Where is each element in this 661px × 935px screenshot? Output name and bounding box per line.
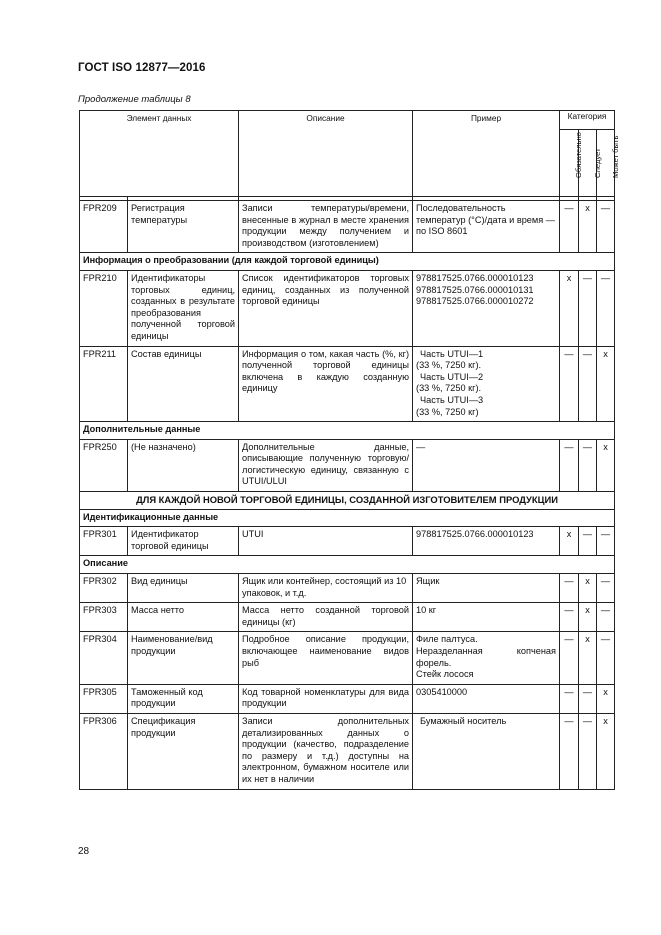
mark-mandatory: —: [560, 713, 579, 789]
mark-should: —: [579, 527, 597, 556]
section-title: Дополнительные данные: [80, 422, 615, 440]
row-description: Записи температуры/времени, внесенные в журнал в месте хранения продукции между получением и производством (изготовлением): [239, 201, 413, 253]
document-title: ГОСТ ISO 12877—2016: [78, 62, 206, 74]
table-row: [80, 527, 615, 556]
mark-mandatory: —: [560, 632, 579, 684]
row-description: UTUI: [239, 527, 413, 556]
row-name: Состав единицы: [128, 346, 239, 422]
header-should: Следует: [592, 148, 602, 179]
mark-mandatory: x: [560, 270, 579, 346]
mark-mandatory: —: [560, 574, 579, 603]
example-line: 978817525.0766.000010272: [416, 296, 534, 307]
header-should-cell: [579, 130, 602, 197]
row-description: Ящик или контейнер, состоящий из 10 упаковок, и т.д.: [239, 574, 413, 603]
row-description: Записи дополнительных детализированных данных о продукции (качество, подразделение по размеру и т.д.) доступны на электронном, бумажном носителе или их нет в наличии: [239, 713, 413, 789]
example-line: Бумажный носитель: [420, 715, 507, 726]
section-row: [80, 422, 615, 440]
mark-should: —: [579, 270, 597, 346]
header-description: Описание: [239, 111, 413, 197]
table-row: [80, 346, 615, 422]
section-row: [80, 492, 615, 510]
section-row: [80, 509, 615, 527]
row-name: Спецификация продукции: [128, 713, 239, 789]
mark-may: —: [597, 527, 615, 556]
table-row: [80, 713, 615, 789]
row-example: [413, 346, 560, 422]
mark-may: x: [597, 346, 615, 422]
row-example: 0305410000: [413, 684, 560, 713]
mark-may: —: [597, 632, 615, 684]
table-row: [80, 201, 615, 253]
row-example: [413, 713, 560, 789]
row-description: Код товарной номенклатуры для вида продукции: [239, 684, 413, 713]
mark-should: —: [579, 346, 597, 422]
mark-should: —: [579, 439, 597, 491]
mark-may: —: [597, 574, 615, 603]
row-name: Идентификаторы торговых единиц, созданных в результате преобразования полученной торговой единицы: [128, 270, 239, 346]
mark-may: —: [597, 201, 615, 253]
row-description: Список идентификаторов торговых единиц, созданных из полученной торговой единицы: [239, 270, 413, 346]
row-code: FPR301: [80, 527, 128, 556]
header-category: Категория: [560, 111, 615, 130]
example-line: Стейк лосося: [416, 669, 474, 680]
row-code: FPR211: [80, 346, 128, 422]
row-description: Масса нетто созданной торговой единицы (кг): [239, 603, 413, 632]
big-section-title: ДЛЯ КАЖДОЙ НОВОЙ ТОРГОВОЙ ЕДИНИЦЫ, СОЗДАННОЙ ИЗГОТОВИТЕЛЕМ ПРОДУКЦИИ: [80, 492, 615, 510]
table-row: [80, 270, 615, 346]
table-row: [80, 603, 615, 632]
mark-may: —: [597, 603, 615, 632]
table-row: [80, 574, 615, 603]
table-row: [80, 684, 615, 713]
row-code: FPR304: [80, 632, 128, 684]
table-header-row: [80, 111, 615, 130]
row-example: [413, 270, 560, 346]
table-row: [80, 632, 615, 684]
row-code: FPR250: [80, 439, 128, 491]
mark-should: x: [579, 632, 597, 684]
row-name: Таможенный код продукции: [128, 684, 239, 713]
mark-mandatory: —: [560, 201, 579, 253]
example-line: Часть UTUI—1: [420, 348, 484, 359]
row-name: Идентификатор торговой единицы: [128, 527, 239, 556]
mark-should: x: [579, 201, 597, 253]
mark-may: x: [597, 684, 615, 713]
row-name: Регистрация температуры: [128, 201, 239, 253]
row-example: 978817525.0766.000010123: [413, 527, 560, 556]
data-elements-table: [79, 110, 620, 790]
row-example: [413, 632, 560, 684]
example-line: Часть UTUI—3: [420, 394, 484, 405]
row-code: FPR302: [80, 574, 128, 603]
row-code: FPR303: [80, 603, 128, 632]
header-example: Пример: [413, 111, 560, 197]
mark-may: x: [597, 439, 615, 491]
row-name: Наименование/вид продукции: [128, 632, 239, 684]
page-number: 28: [78, 846, 90, 857]
section-row: [80, 253, 615, 271]
header-may-cell: [597, 130, 620, 197]
row-name: Вид единицы: [128, 574, 239, 603]
table-row: [80, 439, 615, 491]
row-description: Информация о том, какая часть (%, кг) полученной торговой единицы включена в каждую созданную единицу: [239, 346, 413, 422]
row-code: FPR306: [80, 713, 128, 789]
mark-should: x: [579, 574, 597, 603]
mark-mandatory: —: [560, 346, 579, 422]
table-caption: Продолжение таблицы 8: [78, 94, 191, 105]
example-line: Неразделанная копченая форель.: [416, 646, 557, 668]
mark-may: x: [597, 713, 615, 789]
row-example: —: [413, 439, 560, 491]
example-line: 978817525.0766.000010123: [416, 272, 534, 283]
row-example: Последовательность температур (°С)/дата и время — по ISO 8601: [413, 201, 560, 253]
row-description: Подробное описание продукции, включающее наименование видов рыб: [239, 632, 413, 684]
mark-should: —: [579, 684, 597, 713]
row-code: FPR209: [80, 201, 128, 253]
header-mandatory-cell: [560, 130, 584, 197]
header-element: Элемент данных: [80, 111, 239, 197]
mark-should: —: [579, 713, 597, 789]
header-may: Может быть: [610, 135, 620, 179]
example-line: (33 %, 7250 кг): [416, 406, 479, 417]
mark-mandatory: x: [560, 527, 579, 556]
example-line: 978817525.0766.000010131: [416, 284, 534, 295]
mark-mandatory: —: [560, 439, 579, 491]
section-title: Идентификационные данные: [80, 509, 615, 527]
example-line: (33 %, 7250 кг).: [416, 360, 482, 371]
mark-mandatory: —: [560, 603, 579, 632]
example-line: Часть UTUI—2: [420, 371, 484, 382]
row-code: FPR210: [80, 270, 128, 346]
section-row: [80, 556, 615, 574]
row-example: 10 кг: [413, 603, 560, 632]
row-example: Ящик: [413, 574, 560, 603]
header-mandatory: Обязательно: [574, 132, 584, 179]
section-title: Описание: [80, 556, 615, 574]
mark-should: x: [579, 603, 597, 632]
section-title: Информация о преобразовании (для каждой торговой единицы): [80, 253, 615, 271]
mark-may: —: [597, 270, 615, 346]
row-name: (Не назначено): [128, 439, 239, 491]
example-line: Филе палтуса.: [416, 634, 478, 645]
row-name: Масса нетто: [128, 603, 239, 632]
row-code: FPR305: [80, 684, 128, 713]
example-line: (33 %, 7250 кг).: [416, 383, 482, 394]
mark-mandatory: —: [560, 684, 579, 713]
row-description: Дополнительные данные, описывающие полученную торговую/логистическую единицу, связанную с UTUI/ULUI: [239, 439, 413, 491]
